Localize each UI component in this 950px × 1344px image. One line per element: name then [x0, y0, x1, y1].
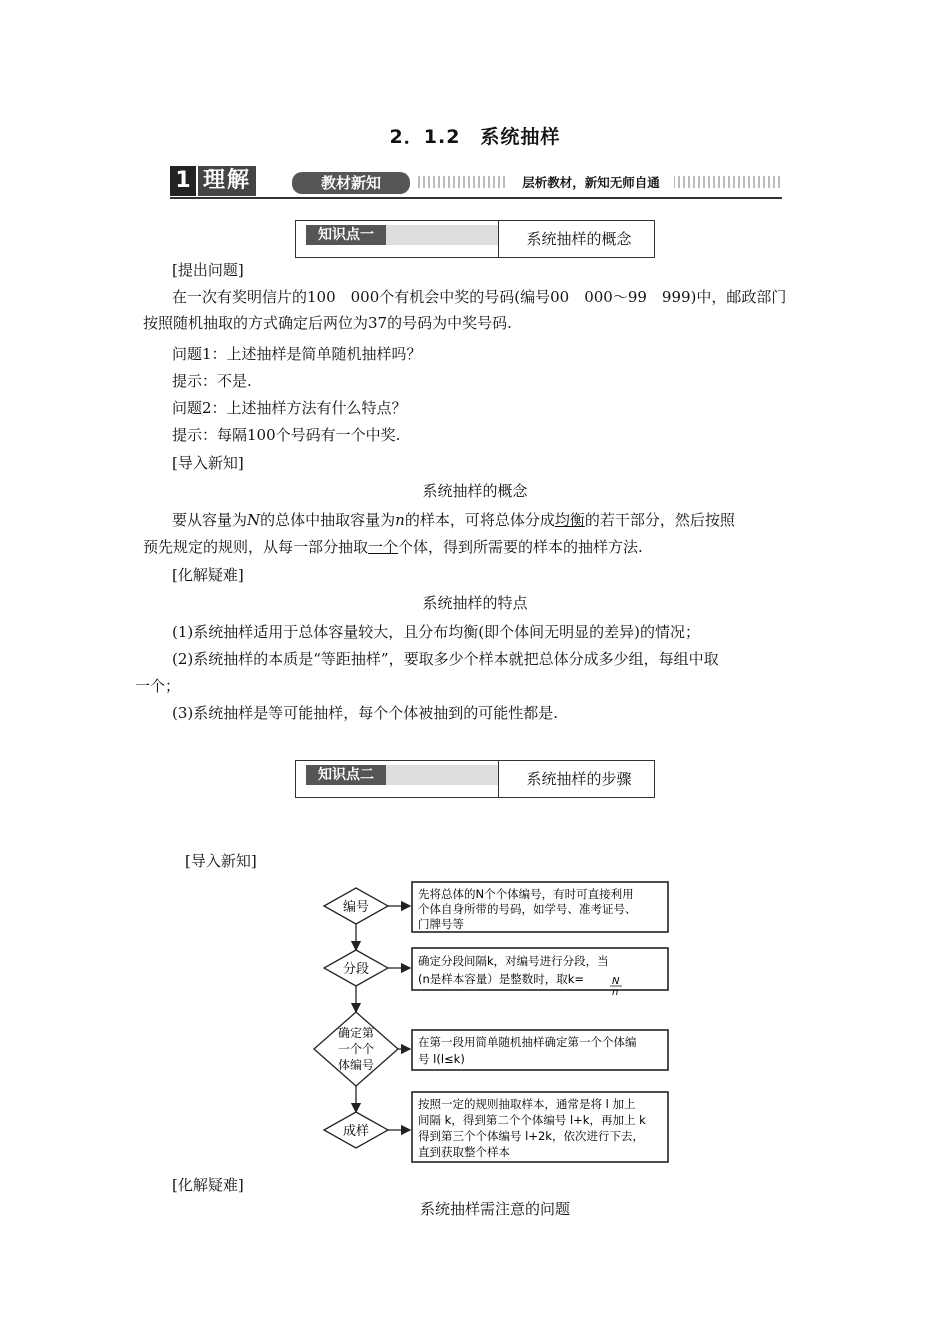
page-title: 2．1.2 系统抽样 — [389, 126, 561, 148]
bottom-title: 系统抽样需注意的问题 — [419, 1200, 570, 1218]
box-3-line-2: 号 l(l≤k) — [418, 1052, 465, 1066]
step-1-label: 编号 — [342, 900, 370, 915]
step-2-label: 分段 — [342, 962, 370, 977]
box-2-line-1: 确定分段间隔k，对编号进行分段，当 — [418, 954, 609, 968]
knowledge-tag: 知识点二 — [306, 765, 386, 785]
box-4-line-1: 按照一定的规则抽取样本，通常是将 l 加上 — [418, 1097, 636, 1111]
frac-den: n — [612, 987, 619, 998]
knowledge-tag-bar — [386, 765, 498, 785]
concept-title: 系统抽样的概念 — [422, 482, 528, 500]
heading-difficulty: [化解疑难] — [172, 566, 244, 584]
flowchart — [300, 876, 680, 1168]
box-1-line-3: 门牌号等 — [418, 917, 464, 931]
banner-underline — [170, 197, 782, 199]
text: 的样本，可将总体分成 — [404, 511, 555, 529]
box-3-line-1: 在第一段用简单随机抽样确定第一个个体编 — [418, 1035, 637, 1049]
heading-problem: [提出问题] — [172, 261, 244, 279]
intro-line-1: 在一次有奖明信片的100 000个有机会中奖的号码(编号00 000～99 999)中，邮政部门 — [172, 288, 787, 306]
divider — [498, 221, 499, 257]
feature-1: (1)系统抽样适用于总体容量较大，且分布均衡(即个体间无明显的差异)的情况； — [172, 623, 700, 641]
text: 个体，得到所需要的样本的抽样方法. — [398, 538, 643, 556]
step-3-label-1: 确定第 — [337, 1026, 375, 1040]
banner-number: 1 — [170, 166, 196, 196]
step-4-label: 成样 — [342, 1124, 370, 1139]
heading-new-knowledge-2: [导入新知] — [185, 852, 257, 870]
text: 要从容量为 — [172, 511, 248, 529]
knowledge-tag: 知识点一 — [306, 225, 386, 245]
knowledge-point-1 — [295, 220, 655, 258]
underlined-term: 一个 — [368, 538, 399, 556]
text: 的总体中抽取容量为 — [260, 511, 396, 529]
answer-2: 提示：每隔100个号码有一个中奖. — [172, 426, 401, 444]
knowledge-point-2 — [295, 760, 655, 798]
knowledge-label: 系统抽样的步骤 — [526, 770, 632, 788]
question-1: 问题1：上述抽样是简单随机抽样吗？ — [172, 345, 422, 363]
heading-difficulty-2: [化解疑难] — [172, 1176, 244, 1194]
text: 预先规定的规则，从每一部分抽取 — [143, 538, 369, 556]
feature-3: (3)系统抽样是等可能抽样，每个个体被抽到的可能性都是. — [172, 704, 559, 722]
heading-new-knowledge: [导入新知] — [172, 454, 244, 472]
concept-line-1 — [172, 507, 832, 533]
divider — [498, 761, 499, 797]
answer-1: 提示：不是. — [172, 372, 252, 390]
feature-title: 系统抽样的特点 — [422, 594, 528, 612]
concept-line-2 — [143, 534, 823, 560]
banner-sub-label: 教材新知 — [292, 172, 410, 194]
feature-2a: (2)系统抽样的本质是“等距抽样”，要取多少个样本就把总体分成多少组，每组中取 — [172, 650, 719, 668]
text: 的若干部分，然后按照 — [584, 511, 735, 529]
feature-2b: 一个； — [135, 677, 181, 695]
box-4-line-2: 间隔 k，得到第二个个体编号 l+k，再加上 k — [418, 1113, 646, 1127]
box-4-line-4: 直到获取整个样本 — [418, 1145, 510, 1159]
underlined-term: 均衡 — [554, 511, 585, 529]
var-N: N — [247, 511, 261, 529]
var-n: n — [395, 511, 405, 529]
intro-line-2: 按照随机抽取的方式确定后两位为37的号码为中奖号码. — [143, 314, 512, 332]
section-banner — [170, 166, 782, 198]
step-3-label-2: 一个个 — [337, 1042, 375, 1056]
step-3-label-3: 体编号 — [337, 1058, 375, 1072]
banner-tagline: 层析教材，新知无师自通 — [508, 174, 674, 192]
box-1-line-1: 先将总体的N个个体编号，有时可直接利用 — [418, 887, 634, 901]
frac-num: N — [612, 976, 620, 987]
box-2-line-2: (n是样本容量）是整数时，取k= — [418, 972, 585, 986]
box-1-line-2: 个体自身所带的号码，如学号、准考证号、 — [418, 902, 637, 916]
box-4-line-3: 得到第三个个体编号 l+2k，依次进行下去， — [418, 1129, 644, 1143]
question-2: 问题2：上述抽样方法有什么特点？ — [172, 399, 407, 417]
banner-main-label: 理解 — [198, 166, 256, 196]
knowledge-tag-bar — [386, 225, 498, 245]
knowledge-label: 系统抽样的概念 — [526, 230, 632, 248]
